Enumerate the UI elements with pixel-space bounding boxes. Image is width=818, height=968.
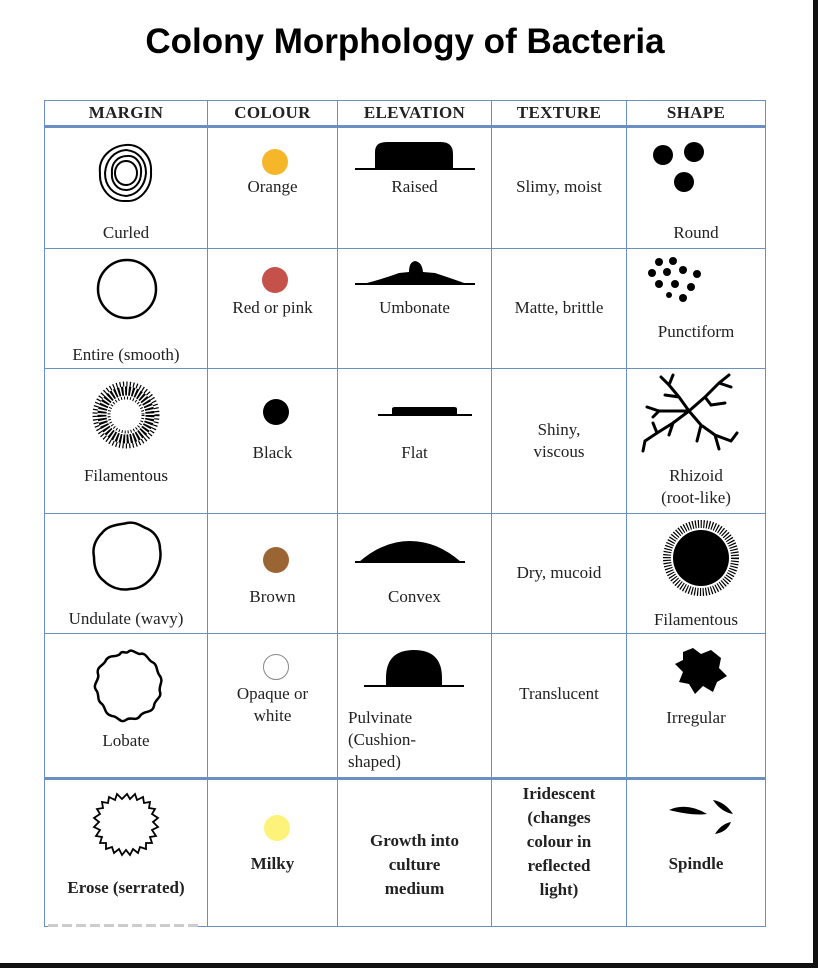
table-row [45,514,766,634]
white-swatch [263,654,289,680]
umbonate-elevation-icon [355,259,475,289]
colour-label: Orange [247,177,298,196]
margin-label: Curled [102,223,150,242]
shape-cell [627,779,766,927]
colour-cell [208,127,338,249]
footnote-fragment [48,924,198,927]
pulvinate-elevation-icon [364,648,464,692]
entire-margin-icon [95,257,159,321]
table-row [45,127,766,249]
header-shape: SHAPE [627,101,766,127]
lobate-margin-icon [90,646,166,726]
shape-label: Rhizoid (root-like) [661,466,731,507]
brown-swatch [263,547,289,573]
header-margin: MARGIN [45,101,208,127]
round-shape-icon [652,142,712,196]
raised-elevation-icon [355,138,475,174]
black-swatch [263,399,289,425]
elevation-label: Convex [388,587,441,606]
margin-label: Undulate (wavy) [68,609,184,628]
texture-label: Iridescent (changes colour in reflected light) [522,784,596,899]
elevation-cell [338,249,492,369]
elevation-label: Raised [391,177,438,196]
colour-label: Milky [250,854,295,873]
texture-label: Translucent [519,684,599,703]
shape-label: Filamentous [653,610,739,629]
colour-cell [208,634,338,779]
margin-cell [45,779,208,927]
texture-label: Slimy, moist [516,177,602,196]
elevation-label: Growth into culture medium [370,831,459,898]
table-row [45,369,766,514]
texture-cell [492,634,627,779]
shape-label: Round [673,223,719,242]
curled-margin-icon [96,142,156,206]
header-texture: TEXTURE [492,101,627,127]
shape-label: Irregular [666,708,726,727]
header-row [45,101,766,127]
shape-cell [627,634,766,779]
elevation-cell [338,369,492,514]
margin-cell [45,369,208,514]
undulate-margin-icon [90,519,164,593]
texture-cell [492,514,627,634]
texture-cell [492,779,627,927]
texture-label: Dry, mucoid [516,563,602,582]
shape-cell [627,369,766,514]
texture-cell [492,369,627,514]
margin-cell [45,634,208,779]
margin-cell [45,514,208,634]
shape-cell [627,249,766,369]
orange-swatch [262,149,288,175]
spindle-shape-icon [667,798,737,838]
margin-label: Filamentous [83,466,169,485]
texture-label: Shiny, viscous [533,420,585,461]
margin-label: Entire (smooth) [72,345,180,364]
colour-label: Opaque or white [236,684,309,725]
colour-cell [208,249,338,369]
elevation-cell [338,779,492,927]
table-row [45,249,766,369]
margin-cell [45,249,208,369]
shape-label: Punctiform [657,322,735,341]
colour-cell [208,369,338,514]
shape-label: Spindle [668,854,724,873]
margin-cell [45,127,208,249]
header-elevation: ELEVATION [338,101,492,127]
elevation-label: Umbonate [379,298,450,317]
shape-cell [627,514,766,634]
texture-label: Matte, brittle [514,298,604,317]
milky-swatch [264,815,290,841]
filamentous-shape-icon [663,520,739,596]
margin-label: Lobate [102,731,150,750]
page-title: Colony Morphology of Bacteria [145,22,665,61]
red-swatch [262,267,288,293]
morphology-table [44,100,766,927]
rhizoid-shape-icon [639,371,739,453]
margin-label: Erose (serrated) [67,878,185,897]
elevation-cell [338,127,492,249]
colour-label: Red or pink [232,298,313,317]
flat-elevation-icon [378,404,472,418]
convex-elevation-icon [355,539,465,567]
elevation-cell [338,634,492,779]
elevation-label: Pulvinate (Cushion- shaped) [348,708,416,771]
colour-cell [208,514,338,634]
header-colour: COLOUR [208,101,338,127]
table-row [45,634,766,779]
elevation-label: Flat [401,443,428,462]
colour-cell [208,779,338,927]
erose-margin-icon [90,790,164,860]
irregular-shape-icon [673,644,729,696]
filamentous-margin-icon [90,379,162,451]
elevation-cell [338,514,492,634]
texture-cell [492,249,627,369]
colour-label: Brown [249,587,296,606]
table-row [45,779,766,927]
texture-cell [492,127,627,249]
shape-cell [627,127,766,249]
punctiform-shape-icon [645,257,707,305]
colour-label: Black [252,443,293,462]
